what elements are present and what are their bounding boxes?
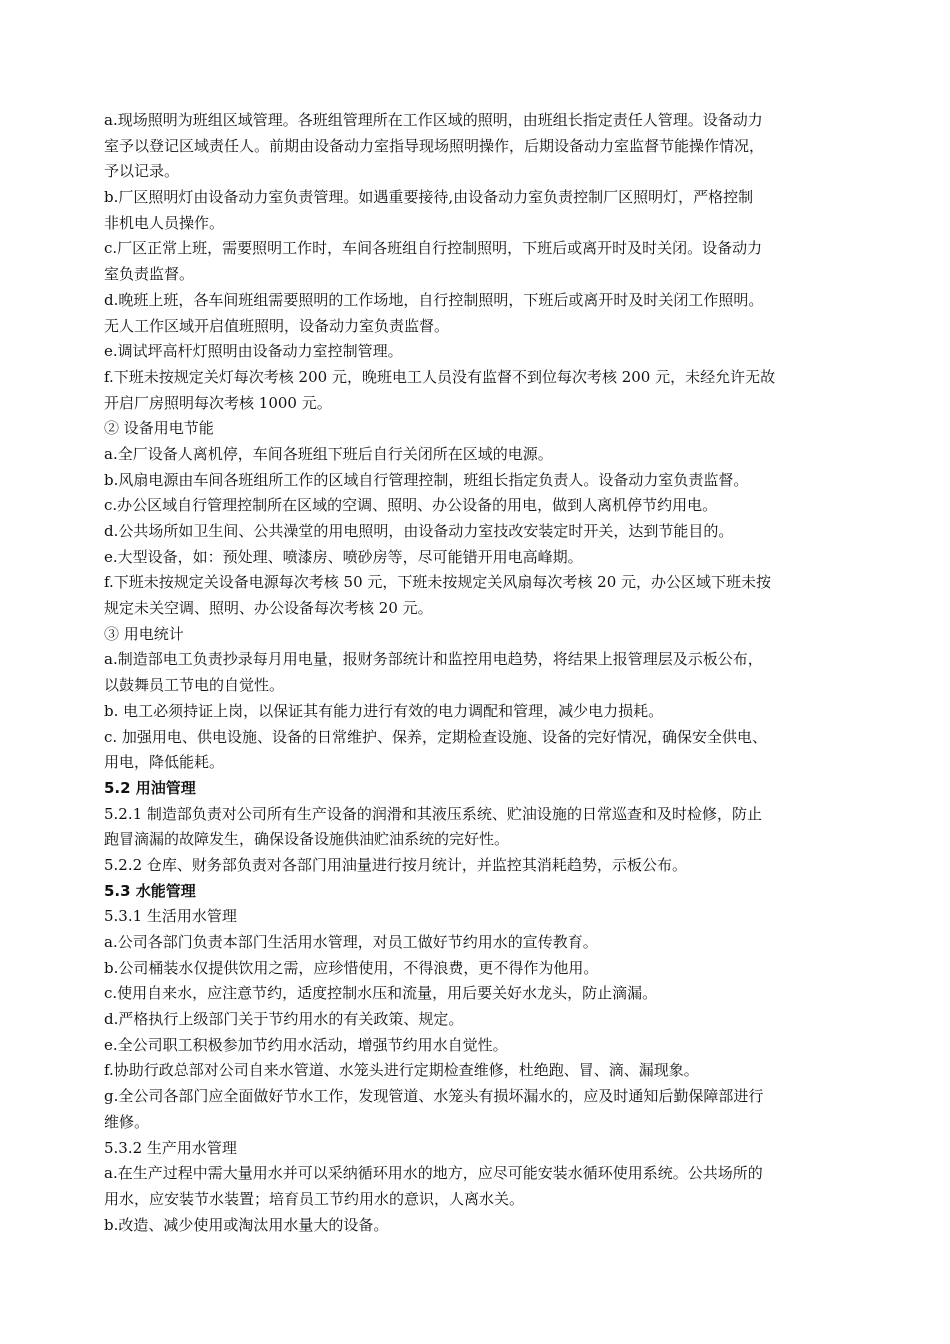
text-line: 用水，应安装节水装置；培育员工节约用水的意识，人离水关。 bbox=[104, 1189, 525, 1208]
text-line: 室予以登记区域责任人。前期由设备动力室指导现场照明操作，后期设备动力室监督节能操作情况， bbox=[104, 136, 765, 155]
text-line: a.公司各部门负责本部门生活用水管理，对员工做好节约用水的宣传教育。 bbox=[104, 933, 598, 951]
text-line: b.改造、减少使用或淘汰用水量大的设备。 bbox=[104, 1215, 389, 1234]
text-line: 无人工作区域开启值班照明，设备动力室负责监督。 bbox=[104, 316, 450, 335]
text-line: b.厂区照明灯由设备动力室负责管理。如遇重要接待,由设备动力室负责控制厂区照明灯，严格控制 bbox=[104, 188, 754, 207]
text-line: c.使用自来水，应注意节约，适度控制水压和流量，用后要关好水龙头，防止滴漏。 bbox=[104, 984, 658, 1003]
text-line: 室负责监督。 bbox=[104, 265, 195, 284]
text-line: f.下班未按规定关灯每次考核 200 元，晚班电工人员没有监督不到位每次考核 200 元，未经允许无故 bbox=[104, 367, 776, 386]
text-line: a.制造部电工负责抄录每月用电量，报财务部统计和监控用电趋势，将结果上报管理层及示板公布， bbox=[104, 650, 763, 669]
text-line: e.调试坪高杆灯照明由设备动力室控制管理。 bbox=[104, 342, 403, 361]
document-page bbox=[104, 108, 864, 1238]
text-line: c.厂区正常上班，需要照明工作时，车间各班组自行控制照明，下班后或离开时及时关闭。设备动力 bbox=[104, 239, 763, 258]
text-line: 以鼓舞员工节电的自觉性。 bbox=[104, 676, 285, 695]
subsection-title: 5.3.1 生活用水管理 bbox=[104, 907, 237, 926]
subsection-title: ② 设备用电节能 bbox=[104, 419, 214, 438]
text-line: 予以记录。 bbox=[104, 162, 180, 181]
text-line: 开启厂房照明每次考核 1000 元。 bbox=[104, 393, 332, 412]
text-line: d.公共场所如卫生间、公共澡堂的用电照明，由设备动力室技改安装定时开关，达到节能目的。 bbox=[104, 522, 734, 540]
text-line: 非机电人员操作。 bbox=[104, 213, 225, 232]
text-line: e.全公司职工积极参加节约用水活动，增强节约用水自觉性。 bbox=[104, 1035, 508, 1054]
text-line: b.风扇电源由车间各班组所工作的区域自行管理控制，班组长指定负责人。设备动力室负责监督。 bbox=[104, 470, 749, 489]
section-heading: 5.2 用油管理 bbox=[104, 778, 196, 797]
section-heading: 5.3 水能管理 bbox=[104, 881, 196, 900]
text-line: a.现场照明为班组区域管理。各班组管理所在工作区域的照明，由班组长指定责任人管理。设备动力 bbox=[104, 111, 763, 129]
text-line: 规定未关空调、照明、办公设备每次考核 20 元。 bbox=[104, 599, 433, 618]
text-line: 维修。 bbox=[104, 1112, 150, 1131]
text-line: c.办公区域自行管理控制所在区域的空调、照明、办公设备的用电，做到人离机停节约用电。 bbox=[104, 496, 718, 515]
text-line: a.全厂设备人离机停，车间各班组下班后自行关闭所在区域的电源。 bbox=[104, 444, 553, 463]
text-line: c. 加强用电、供电设施、设备的日常维护、保养，定期检查设施、设备的完好情况，确保安全供电、 bbox=[104, 727, 767, 746]
text-line: f.下班未按规定关设备电源每次考核 50 元，下班未按规定关风扇每次考核 20 元，办公区域下班未按 bbox=[104, 573, 772, 592]
text-line: 5.2.2 仓库、财务部负责对各部门用油量进行按月统计，并监控其消耗趋势，示板公布。 bbox=[104, 855, 687, 874]
subsection-title: 5.3.2 生产用水管理 bbox=[104, 1138, 237, 1157]
text-line: b. 电工必须持证上岗，以保证其有能力进行有效的电力调配和管理，减少电力损耗。 bbox=[104, 701, 664, 720]
text-line: 用电，降低能耗。 bbox=[104, 753, 225, 772]
subsection-title: ③ 用电统计 bbox=[104, 624, 184, 643]
text-line: e.大型设备，如：预处理、喷漆房、喷砂房等，尽可能错开用电高峰期。 bbox=[104, 547, 583, 566]
text-line: d.严格执行上级部门关于节约用水的有关政策、规定。 bbox=[104, 1010, 464, 1029]
text-line: f.协助行政总部对公司自来水管道、水笼头进行定期检查维修，杜绝跑、冒、滴、漏现象。 bbox=[104, 1061, 699, 1080]
text-line: 跑冒滴漏的故障发生，确保设备设施供油贮油系统的完好性。 bbox=[104, 830, 510, 849]
text-line: d.晚班上班，各车间班组需要照明的工作场地，自行控制照明，下班后或离开时及时关闭工作照明。 bbox=[104, 290, 764, 309]
text-line: b.公司桶装水仅提供饮用之需，应珍惜使用，不得浪费，更不得作为他用。 bbox=[104, 958, 599, 977]
text-line: a.在生产过程中需大量用水并可以采纳循环用水的地方，应尽可能安装水循环使用系统。公共场所的 bbox=[104, 1164, 763, 1183]
text-line: 5.2.1 制造部负责对公司所有生产设备的润滑和其液压系统、贮油设施的日常巡查和及时检修，防止 bbox=[104, 804, 762, 823]
text-line: g.全公司各部门应全面做好节水工作，发现管道、水笼头有损坏漏水的，应及时通知后勤保障部进行 bbox=[104, 1087, 764, 1106]
